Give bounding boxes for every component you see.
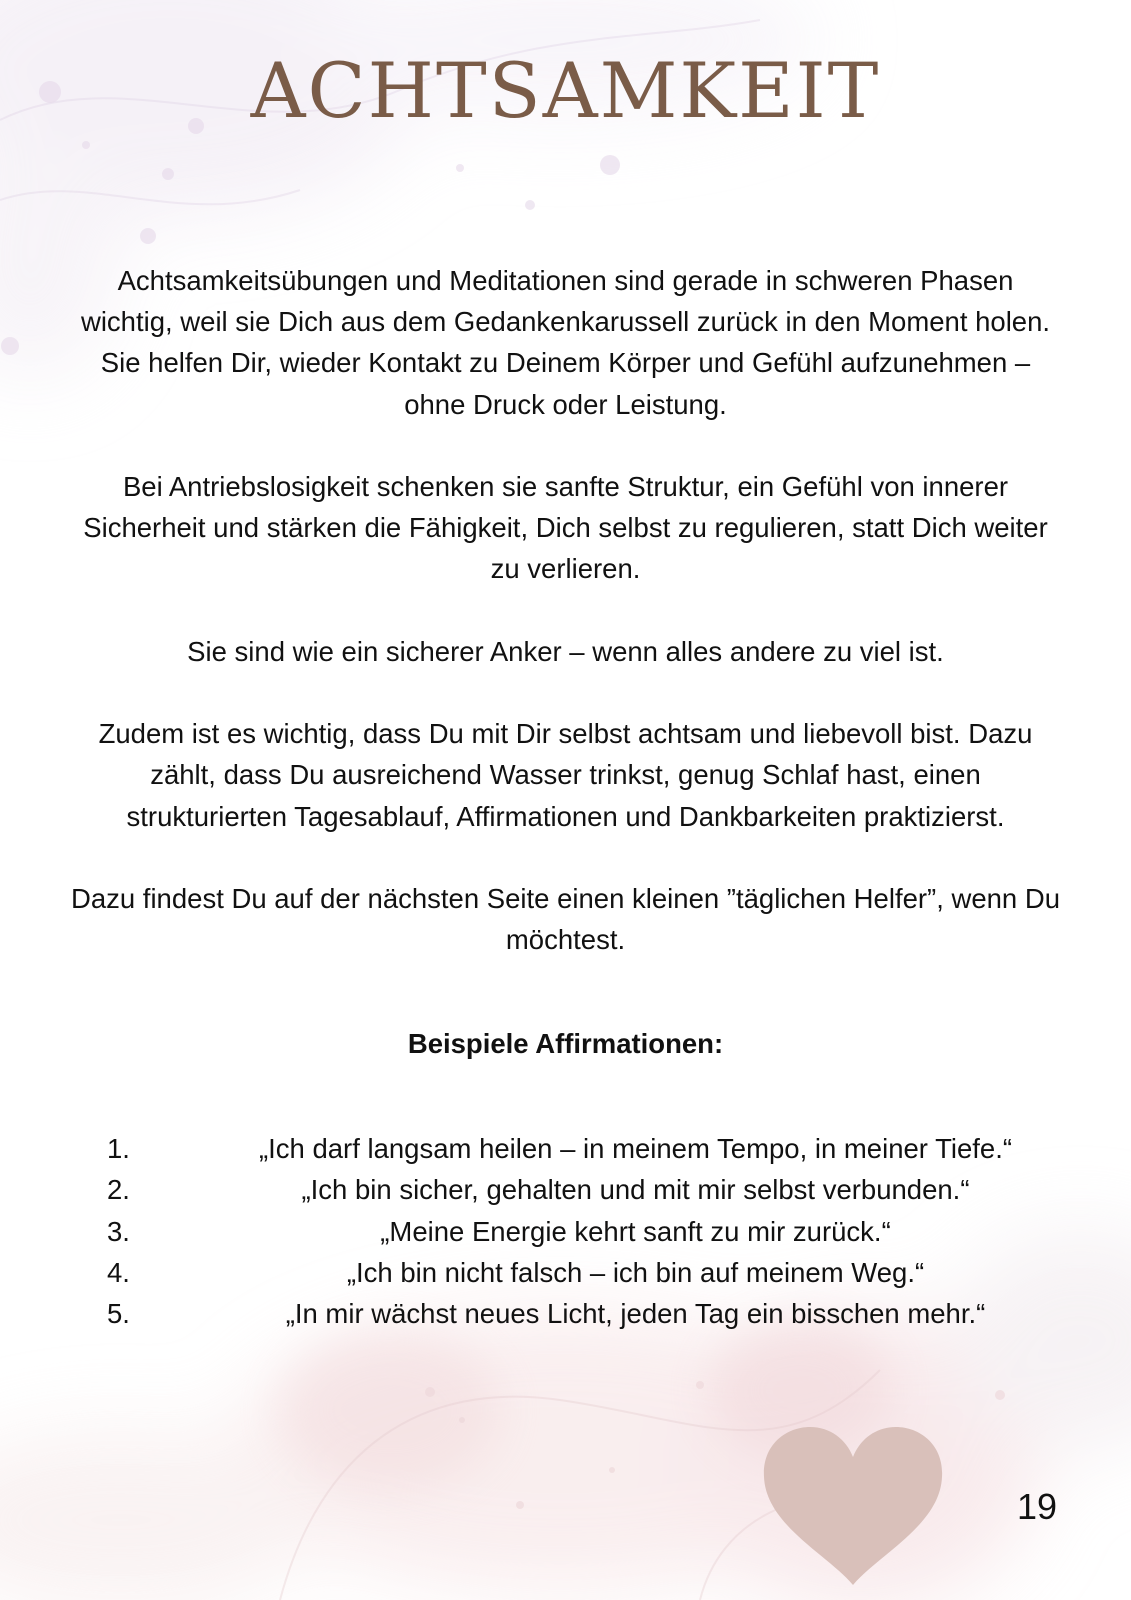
list-number: 3. [107,1215,130,1247]
paragraph: Bei Antriebslosigkeit schenken sie sanfte Struktur, ein Gefühl von innerer Sicherheit und stärken die Fähigkeit, Dich selbst zu regulieren, statt Dich weiter zu verlieren. [83,471,1048,585]
page-number: 19 [1017,1486,1058,1527]
list-item [0,1169,1131,1210]
list-number: 5. [107,1298,130,1330]
list-number: 4. [107,1256,130,1288]
heart-icon [758,1425,948,1590]
list-text: „Meine Energie kehrt sanft zu mir zurück.“ [380,1215,891,1247]
list-item [0,1293,1131,1334]
list-item [0,1211,1131,1252]
paragraph: Dazu findest Du auf der nächsten Seite einen kleinen ”täglichen Helfer”, wenn Du möchtest. [70,882,1061,956]
list-item [0,1252,1131,1293]
affirmations-list [0,1128,1131,1334]
list-text: „Ich bin sicher, gehalten und mit mir selbst verbunden.“ [301,1174,970,1206]
affirmations-heading: Beispiele Affirmationen: [407,1028,724,1059]
list-number: 2. [107,1174,130,1206]
list-number: 1. [107,1133,130,1164]
paragraph: Achtsamkeitsübungen und Meditationen sind gerade in schweren Phasen wichtig, weil sie Dich aus dem Gedankenkarussell zurück in den Moment holen. Sie helfen Dir, wieder Kontakt zu Deinem Körper und Gefühl aufzunehmen – ohne Druck oder Leistung. [80,265,1051,420]
list-text: „Ich bin nicht falsch – ich bin auf meinem Weg.“ [346,1256,925,1288]
paragraph: Sie sind wie ein sicherer Anker – wenn alles andere zu viel ist. [187,635,944,667]
body-text [70,260,1061,1002]
list-text: „Ich darf langsam heilen – in meinem Tempo, in meiner Tiefe.“ [258,1133,1013,1164]
list-text: „In mir wächst neues Licht, jeden Tag ein bisschen mehr.“ [285,1298,986,1330]
page-title: ACHTSAMKEIT [250,46,881,135]
paragraph: Zudem ist es wichtig, dass Du mit Dir selbst achtsam und liebevoll bist. Dazu zählt, dass Du ausreichend Wasser trinkst, genug Schlaf hast, einen strukturierten Tagesablauf, Affirmationen und Dankbarkeiten praktizierst. [98,718,1033,832]
list-item [0,1128,1131,1169]
